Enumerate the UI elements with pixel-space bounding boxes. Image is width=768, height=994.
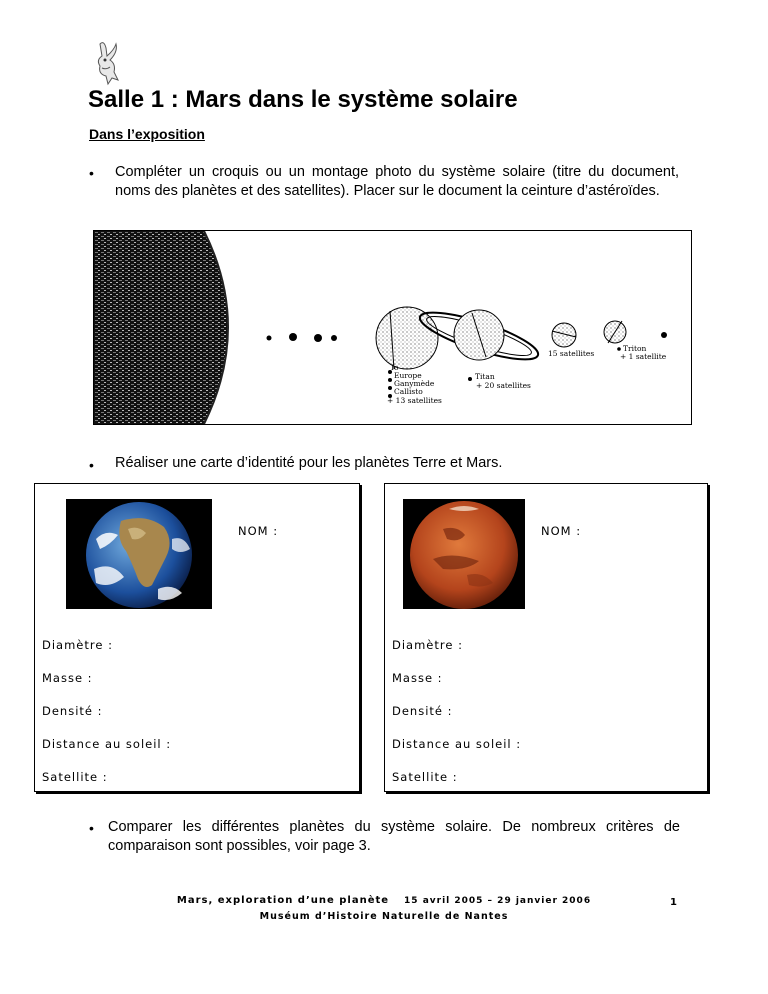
footer-museum: Muséum d’Histoire Naturelle de Nantes (259, 911, 509, 922)
saturn-moon-label: Titan (475, 372, 495, 381)
card-field-satellite: Satellite : (392, 770, 458, 784)
solar-system-figure (93, 230, 692, 425)
jupiter-moon-label: Io (391, 363, 399, 372)
card-field-distance: Distance au soleil : (42, 737, 172, 751)
mars-photo (403, 499, 525, 609)
jupiter-moon-label: Ganymède (394, 379, 435, 388)
footer-dates: 15 avril 2005 – 29 janvier 2006 (404, 896, 592, 906)
page-title: Salle 1 : Mars dans le système solaire (88, 86, 518, 113)
card-field-densite: Densité : (392, 704, 453, 718)
sun-shape (94, 231, 228, 424)
card-field-diametre: Diamètre : (42, 638, 113, 652)
jupiter-moon-label: + 13 satellites (387, 396, 442, 405)
card-field-diametre: Diamètre : (392, 638, 463, 652)
page-number: 1 (670, 897, 677, 908)
uranus-label: 15 satellites (548, 349, 595, 358)
jupiter-moon-label: Europe (394, 371, 422, 380)
bullet-icon: • (89, 820, 94, 836)
jupiter-shape (376, 307, 438, 369)
venus-shape (289, 333, 297, 341)
jupiter-moon-label: Callisto (394, 387, 423, 396)
saturn-moon-label: + 20 satellites (476, 381, 531, 390)
card-field-densite: Densité : (42, 704, 103, 718)
pluto-shape (661, 332, 667, 338)
bullet-icon: • (89, 457, 94, 473)
card-field-masse: Masse : (392, 671, 443, 685)
earth-shape (314, 334, 322, 342)
uranus-shape (552, 323, 576, 347)
instruction-paragraph: Compléter un croquis ou un montage photo du système solaire (titre du document, noms des planètes et des satellites). Placer sur le document la ceinture d’astéroïdes. (115, 164, 679, 199)
instruction-paragraph: Réaliser une carte d’identité pour les planètes Terre et Mars. (115, 455, 503, 471)
footer-exhibit-line (0, 895, 768, 906)
section-heading: Dans l’exposition (89, 126, 205, 142)
identity-card-earth (34, 483, 360, 792)
bullet-icon: • (89, 165, 94, 181)
footer-exhibit-title: Mars, exploration d’une planète (176, 895, 390, 906)
card-field-satellite: Satellite : (42, 770, 108, 784)
neptune-moon-label: Triton (623, 344, 647, 353)
neptune-moon-label: + 1 satellite (620, 352, 667, 361)
museum-logo (90, 40, 130, 86)
card-name-label: NOM : (541, 524, 582, 538)
card-field-masse: Masse : (42, 671, 93, 685)
card-field-distance: Distance au soleil : (392, 737, 522, 751)
identity-card-mars (384, 483, 708, 792)
mars-shape (331, 335, 337, 341)
earth-photo (66, 499, 212, 609)
mercury-shape (267, 336, 272, 341)
instruction-paragraph: Comparer les différentes planètes du système solaire. De nombreux critères de comparaison sont possibles, voir page 3. (108, 819, 680, 854)
card-name-label: NOM : (238, 524, 279, 538)
